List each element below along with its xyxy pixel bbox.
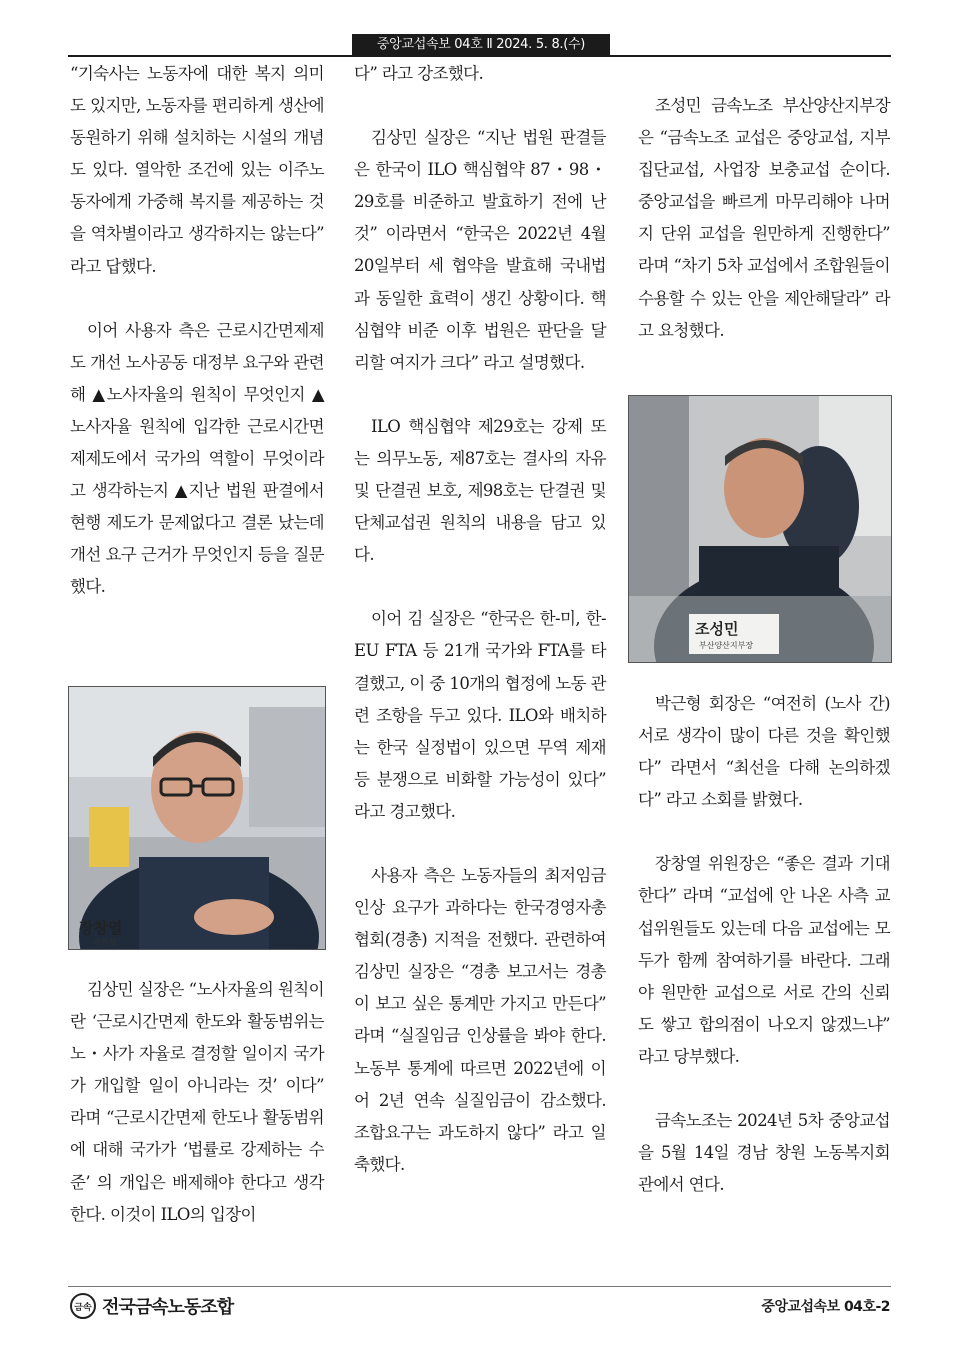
column-2 (354, 58, 606, 1213)
article-paragraph: 사용자 측은 노동자들의 최저임금 인상 요구가 과하다는 한국경영자총협회(경총) 지적을 전했다. 관련하여 김상민 실장은 “경총 보고서는 경총이 보고 싶은 통계만 가지고 만든다” 라며 “실질임금 인상률을 봐야 한다. 노동부 통계에 따르면 2022년에 이어 2년 연속 실질임금이 감소했다. 조합요구는 과도하지 않다” 라고 일축했다. (354, 865, 606, 1174)
column-1-bottom (70, 974, 324, 1263)
column-3-top (638, 90, 890, 379)
union-logo (70, 1292, 233, 1320)
page-number: 중앙교섭속보 04호-2 (761, 1299, 890, 1315)
photo-jang-changyeol (68, 686, 326, 950)
portrait-image (69, 687, 325, 949)
article-paragraph: 이어 김 실장은 “한국은 한-미, 한-EU FTA 등 21개 국가와 FTA를 타결했고, 이 중 10개의 협정에 노동 관련 조항을 두고 있다. ILO와 배치하는 한국 실정법이 있으면 무역 제재 등 분쟁으로 비화할 가능성이 있다” 라고 경고했다. (354, 609, 606, 821)
article-paragraph: 장창열 위원장은 “좋은 결과 기대한다” 라며 “교섭에 안 나온 사측 교섭위원들도 있는데 다음 교섭에는 모두가 함께 참여하기를 바란다. 그래야 원만한 교섭으로 서로 간의 신뢰도 쌓고 합의점이 나오지 않겠느냐” 라고 당부했다. (638, 854, 890, 1066)
union-name: 전국금속노동조합 (102, 1297, 234, 1318)
photo-caption-name: 장창열 (79, 919, 123, 937)
photo-caption-name: 조성민 (695, 620, 739, 638)
article-paragraph: 금속노조는 2024년 5차 중앙교섭을 5월 14일 경남 창원 노동복지회관에서 연다. (638, 1111, 890, 1195)
article-paragraph: ILO 핵심협약 제29호는 강제 또는 의무노동, 제87호는 결사의 자유 및 단결권 보호, 제98호는 단결권 및 단체교섭권 원칙의 내용을 담고 있다. (354, 416, 606, 565)
footer-rule (68, 1286, 891, 1287)
portrait-image (629, 396, 891, 662)
article-paragraph: “기숙사는 노동자에 대한 복지 의미도 있지만, 노동자를 편리하게 생산에 동원하기 위해 설치하는 시설의 개념도 있다. 열악한 조건에 있는 이주노동자에게 가중해 복지를 제공하는 것을 역차별이라고 생각하지는 않는다” 라고 답했다. (70, 64, 324, 276)
article-paragraph: 다” 라고 강조했다. (354, 64, 484, 83)
article-paragraph: 이어 사용자 측은 근로시간면제제도 개선 노사공동 대정부 요구와 관련해 ▲노사자율의 원칙이 무엇인지 ▲노사자율 원칙에 입각한 근로시간면제제도에서 국가의 역할이 무엇이라고 생각하는지 ▲지난 법원 판결에서 현행 제도가 문제없다고 결론 났는데 개선 요구 근거가 무엇인지 등을 질문했다. (70, 320, 324, 597)
article-paragraph: 박근형 회장은 “여전히 (노사 간) 서로 생각이 많이 다른 것을 확인했다” 라면서 “최선을 다해 논의하겠다” 라고 소회를 밝혔다. (638, 694, 890, 810)
photo-caption-title: 부산양산지부장 (699, 641, 754, 650)
photo-jo-seongmin (628, 395, 892, 663)
article-paragraph: 조성민 금속노조 부산양산지부장은 “금속노조 교섭은 중앙교섭, 지부집단교섭, 사업장 보충교섭 순이다. 중앙교섭을 빠르게 마무리해야 나머지 단위 교섭을 원만하게 진행한다” 라며 “차기 5차 교섭에서 조합원들이 수용할 수 있는 안을 제안해달라” 라고 요청했다. (638, 96, 890, 340)
issue-header: 중앙교섭속보 04호 Ⅱ 2024. 5. 8.(수) (352, 34, 610, 56)
column-1-top (70, 58, 324, 636)
photo-caption-title: 위원장 (93, 938, 117, 947)
union-emblem-icon: 금속 (70, 1293, 96, 1319)
article-paragraph: 김상민 실장은 “지난 법원 판결들은 한국이 ILO 핵심협약 87・98・29호를 비준하고 발효하기 전에 난 것” 이라면서 “한국은 2022년 4월 20일부터 세 협약을 발효해 국내법과 동일한 효력이 생긴 상황이다. 핵심협약 비준 이후 법원은 판단을 달리할 여지가 크다” 라고 설명했다. (354, 128, 606, 372)
header-rule (68, 55, 891, 57)
article-paragraph: 김상민 실장은 “노사자율의 원칙이란 ‘근로시간면제 한도와 활동범위는 노・사가 자율로 결정할 일이지 국가가 개입할 일이 아니라는 것’ 이다” 라며 “근로시간면제 한도나 활동범위에 대해 국가가 ‘법률로 강제하는 수준’ 의 개입은 배제해야 한다고 생각한다. 이것이 ILO의 입장이 (70, 980, 324, 1224)
column-3-bottom (638, 688, 890, 1233)
